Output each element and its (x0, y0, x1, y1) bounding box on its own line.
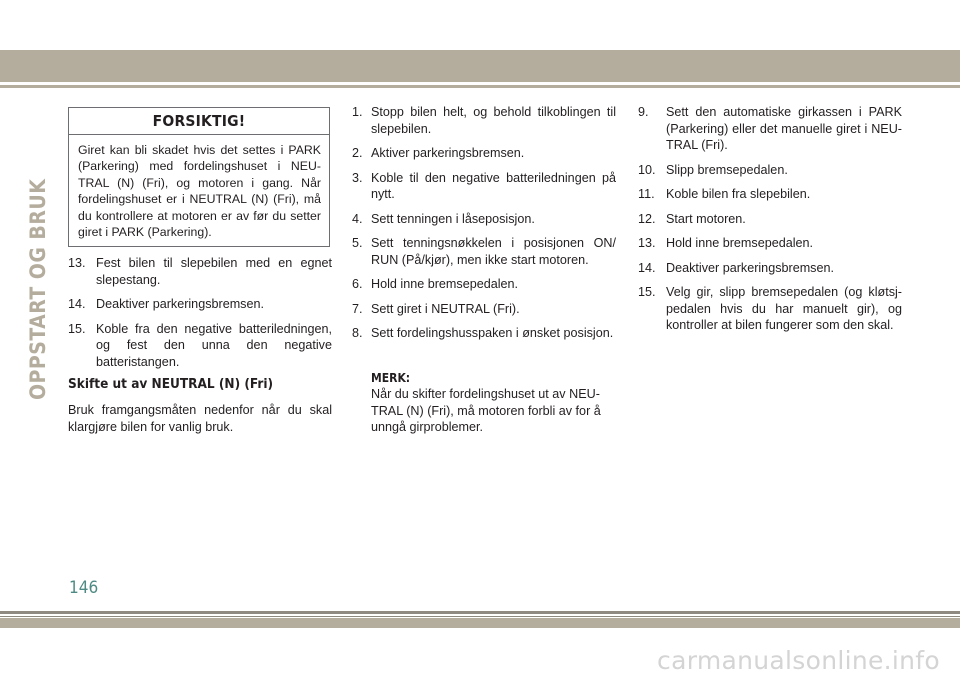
step-number: 13. (638, 236, 656, 250)
list-item (638, 260, 902, 277)
step-number: 15. (638, 285, 656, 299)
step-number: 7. (352, 301, 363, 316)
step-text: Sett tenningen i låseposisjon. (371, 211, 535, 226)
step-number: 2. (352, 146, 363, 160)
list-item (352, 145, 616, 162)
list-item (68, 255, 332, 288)
list-item (68, 296, 332, 313)
caution-text: Giret kan bli skadet hvis det settes i PARK (Parkering) med fordelingshuset i NEU- TRAL (N) (Fri), og motoren i gang. Når fordelingshuset er i NEUTRAL (N) (Fri), må du kontrollere at motoren er av før du setter giret i PARK (Parkering). (78, 143, 321, 240)
step-number: 3. (352, 170, 363, 185)
step-text: Sett den automatiske girkassen i PARK (Parkering) eller det manuelle giret i NEU- TRAL (Fri). (666, 105, 902, 152)
step-number: 14. (68, 297, 86, 311)
step-text: Deaktiver parkeringsbremsen. (96, 297, 264, 311)
watermark-text: carmanualsonline.info (657, 646, 940, 675)
step-text: Start motoren. (666, 211, 746, 226)
list-item (352, 325, 616, 342)
step-number: 13. (68, 256, 86, 270)
page-number: 146 (69, 578, 99, 598)
list-item (638, 162, 902, 179)
section-heading: Skifte ut av NEUTRAL (N) (Fri) (68, 376, 274, 392)
step-text: Koble til den negative batteriledningen på nytt. (371, 170, 616, 201)
note-label: MERK: (371, 371, 411, 385)
list-item (638, 186, 902, 203)
step-number: 14. (638, 260, 656, 275)
section-side-title: OPPSTART OG BRUK (26, 178, 50, 400)
step-text: Deaktiver parkeringsbremsen. (666, 260, 834, 275)
step-text: Stopp bilen helt, og behold tilkoblingen til slepebilen. (371, 105, 616, 136)
step-text: Sett tenningsnøkkelen i posisjonen ON/ RUN (På/kjør), men ikke start motoren. (371, 236, 616, 267)
step-number: 15. (68, 321, 86, 336)
step-number: 8. (352, 326, 363, 340)
note-block (371, 370, 617, 436)
list-item (638, 104, 902, 154)
step-number: 6. (352, 277, 363, 291)
list-item (352, 235, 616, 268)
footer-band (0, 618, 960, 628)
list-item (352, 301, 616, 318)
list-item (638, 211, 902, 228)
left-steps-list (68, 255, 332, 370)
step-text: Koble fra den negative batteriledningen, og fest den unna den negative batteristangen. (96, 321, 332, 369)
footer-rule (0, 611, 960, 614)
list-item (352, 170, 616, 203)
step-number: 11. (638, 187, 655, 201)
header-band (0, 50, 960, 82)
section-paragraph: Bruk framgangsmåten nedenfor når du skal klargjøre bilen for vanlig bruk. (68, 403, 332, 434)
list-item (352, 104, 616, 137)
step-number: 4. (352, 211, 363, 226)
middle-steps-list (352, 104, 616, 342)
step-text: Hold inne bremsepedalen. (371, 277, 519, 291)
list-item (638, 235, 902, 252)
step-text: Aktiver parkeringsbremsen. (371, 146, 525, 160)
step-number: 9. (638, 105, 649, 119)
list-item (638, 284, 902, 334)
step-number: 10. (638, 162, 656, 177)
step-text: Sett giret i NEUTRAL (Fri). (371, 301, 520, 316)
step-text: Hold inne bremsepedalen. (666, 236, 814, 250)
list-item (352, 276, 616, 293)
caution-heading: FORSIKTIG! (69, 108, 329, 135)
step-number: 12. (638, 211, 656, 226)
footer-rule-thin (0, 616, 960, 617)
step-text: Sett fordelingshusspaken i ønsket posisjon. (371, 326, 614, 340)
step-number: 5. (352, 236, 363, 250)
step-number: 1. (352, 105, 363, 119)
step-text: Koble bilen fra slepebilen. (666, 187, 811, 201)
right-steps-list (638, 104, 902, 334)
caution-box (68, 107, 330, 247)
step-text: Slipp bremsepedalen. (666, 162, 788, 177)
step-text: Fest bilen til slepebilen med en egnet slepestang. (96, 256, 332, 287)
list-item (68, 321, 332, 371)
step-text: Velg gir, slipp bremsepedalen (og kløtsj- pedalen hvis du har manuelt gir), og kontroller at bilen fungerer som den skal. (666, 285, 902, 332)
list-item (352, 211, 616, 228)
note-text: Når du skifter fordelingshuset ut av NEU- TRAL (N) (Fri), må motoren forbli av for å unngå girproblemer. (371, 387, 601, 434)
header-rule (0, 85, 960, 88)
